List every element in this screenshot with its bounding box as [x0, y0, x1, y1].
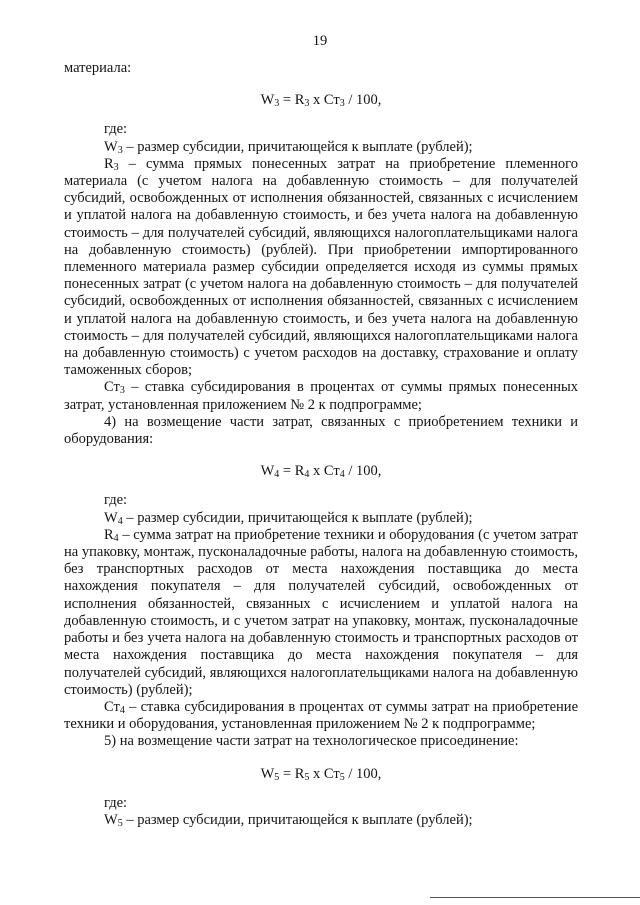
subscript: 3 — [117, 144, 123, 156]
subscript: 3 — [274, 98, 280, 110]
where-label — [64, 121, 578, 138]
text-run: x Ст — [309, 92, 340, 109]
text-run: W — [260, 463, 275, 480]
subscript: 3 — [304, 98, 310, 110]
text-run: / 100, — [344, 765, 382, 782]
text-run: W — [104, 811, 118, 828]
text-run: – ставка субсидирования в процентах от суммы затрат на приобретение техники и оборудования, установленная приложением № 2 к подпрограмме; — [64, 698, 578, 733]
text-run: где: — [104, 794, 128, 811]
subscript: 5 — [274, 771, 280, 783]
footer-rule — [430, 897, 640, 898]
text-run: 4) на возмещение части затрат, связанных с приобретением техники и оборудования: — [64, 413, 578, 448]
subscript: 4 — [304, 469, 310, 481]
subscript: 4 — [339, 469, 345, 481]
subscript: 3 — [119, 385, 125, 397]
text-run: W — [104, 138, 118, 155]
text-run: – размер субсидии, причитающейся к выплате (рублей); — [122, 811, 473, 828]
text-run: W — [104, 509, 118, 526]
definition-w5 — [64, 812, 578, 829]
text-run: – размер субсидии, причитающейся к выплате (рублей); — [122, 138, 473, 155]
item-5-heading — [64, 733, 578, 750]
text-run: – размер субсидии, причитающейся к выплате (рублей); — [122, 509, 473, 526]
paragraph-continuation — [64, 60, 578, 77]
item-4-heading — [64, 414, 578, 448]
text-run: Ст — [104, 379, 120, 396]
text-run: W — [260, 765, 275, 782]
definition-st3 — [64, 379, 578, 413]
text-run: 5) на возмещение части затрат на технологическое присоединение: — [104, 733, 519, 750]
definition-w3 — [64, 139, 578, 156]
subscript: 4 — [113, 532, 119, 544]
subscript: 5 — [304, 771, 310, 783]
text-run: x Ст — [309, 463, 340, 480]
formula-w5 — [64, 766, 578, 783]
page-number: 19 — [312, 33, 328, 49]
text-run: W — [260, 92, 275, 109]
text-run: x Ст — [309, 765, 340, 782]
where-label — [64, 795, 578, 812]
definition-w4 — [64, 510, 578, 527]
definition-r3 — [64, 156, 578, 380]
text-run: R — [104, 155, 114, 172]
definition-r4 — [64, 527, 578, 699]
text-run: – ставка субсидирования в процентах от суммы прямых понесенных затрат, установленная приложением № 2 к подпрограмме; — [64, 379, 578, 413]
text-run: где: — [104, 492, 128, 509]
text-run: / 100, — [344, 92, 382, 109]
formula-w3 — [64, 92, 578, 109]
text-run: = R — [279, 463, 305, 480]
subscript: 3 — [113, 161, 119, 173]
text-run: / 100, — [344, 463, 382, 480]
definition-st4 — [64, 699, 578, 733]
text-run: – сумма затрат на приобретение техники и оборудования (с учетом затрат на упаковку, монтаж, пусконаладочные работы, налога на добавленную стоимость, без транспортных расходов от места нахождения поставщика до места нахождения покупателя – для получателей субсидий, освобожденных от исполнения обязанностей, связанных с исчислением и уплатой налога на добавленную стоимость, и с учетом затрат на упаковку, монтаж, пусконаладочные работы и без учета налога на добавленную стоимость и транспортных расходов от места нахождения поставщика до места нахождения покупателя – для получателей субсидий, являющихся налогоплательщиками налога на добавленную стоимость) (рублей); — [64, 526, 578, 698]
where-label — [64, 492, 578, 509]
subscript: 4 — [274, 469, 280, 481]
text-run: где: — [104, 121, 128, 138]
subscript: 5 — [117, 817, 123, 829]
text-run: = R — [279, 92, 305, 109]
text-run: = R — [279, 765, 305, 782]
subscript: 5 — [339, 771, 345, 783]
text-run: Ст — [104, 698, 120, 715]
text-run: материала: — [64, 60, 132, 76]
subscript: 4 — [117, 515, 123, 527]
text-run: – сумма прямых понесенных затрат на приобретение племенного материала (с учетом налога на добавленную стоимость – для получателей субсидий, освобожденных от исполнения обязанностей, связанных с исчислением и уплатой налога на добавленную стоимость, и без учета налога на добавленную стоимость – для получателей субсидий, являющихся налогоплательщиками налога на добавленную стоимость) (рублей). При приобретении импортированного племенного материала размер субсидии определяется исходя из суммы прямых понесенных затрат (с учетом налога на добавленную стоимость – для получателей субсидий, освобожденных от исполнения обязанностей, связанных с исчислением и уплатой налога на добавленную стоимость, и без учета налога на добавленную стоимость – для получателей субсидий, являющихся налогоплательщиками налога на добавленную стоимость) с учетом расходов на доставку, страхование и оплату таможенных сборов; — [64, 155, 578, 379]
subscript: 3 — [339, 98, 345, 110]
text-run: R — [104, 526, 114, 543]
formula-w4 — [64, 463, 578, 480]
subscript: 4 — [119, 704, 125, 716]
document-body — [64, 60, 578, 829]
